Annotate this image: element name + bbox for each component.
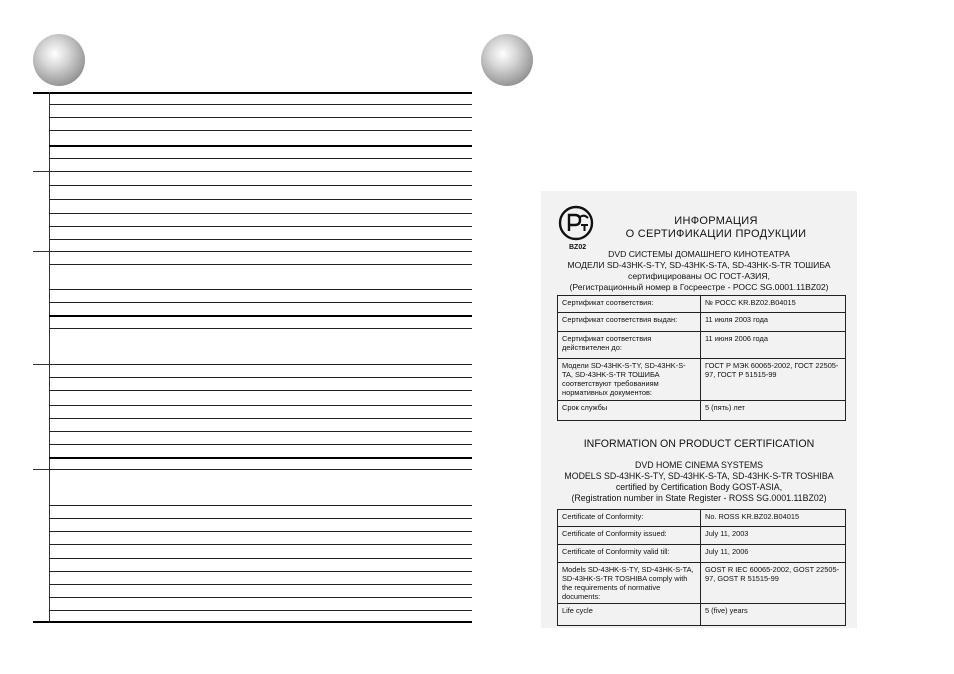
table-cell-value: 5 (пять) лет <box>701 401 846 421</box>
ru-description-line: сертифицированы ОС ГОСТ-АЗИЯ, <box>628 271 770 281</box>
left-page-empty-table <box>33 92 472 623</box>
table-cell-label: Models SD-43HK-S-TY, SD-43HK-S-TA, SD-43HK-S-TR TOSHIBA comply with the requirements of normative documents: <box>558 563 701 604</box>
table-row-rule <box>49 158 472 159</box>
ru-description-line: МОДЕЛИ SD-43HK-S-TY, SD-43HK-S-TA, SD-43HK-S-TR ТОШИБА <box>567 260 831 270</box>
en-description-line: certified by Certification Body GOST-ASIA, <box>615 482 783 492</box>
en-product-description <box>541 460 857 504</box>
table-top-rule <box>33 92 472 94</box>
certification-body-code: BZ02 <box>569 244 587 251</box>
table-row-rule <box>49 377 472 378</box>
table-row-rule <box>49 418 472 419</box>
section-divider <box>33 251 49 252</box>
table-row-rule <box>49 364 472 365</box>
table-row-rule <box>49 213 472 214</box>
en-description-line: MODELS SD-43HK-S-TY, SD-43HK-S-TA, SD-43HK-S-TR TOSHIBA <box>564 471 834 481</box>
table-row-rule <box>49 405 472 406</box>
ru-product-description <box>541 249 857 293</box>
table-row <box>558 545 846 563</box>
table-bottom-rule <box>33 621 472 623</box>
table-row-rule <box>49 171 472 172</box>
table-row-rule <box>49 145 472 147</box>
table-cell-value: 5 (five) years <box>701 604 846 626</box>
table-row <box>558 296 846 313</box>
ru-certificate-table <box>557 295 846 421</box>
table-row-rule <box>49 531 472 532</box>
ru-description-line: DVD СИСТЕМЫ ДОМАШНЕГО КИНОТЕАТРА <box>608 249 790 259</box>
table-row-rule <box>49 199 472 200</box>
table-cell-value: № РОСС KR.BZ02.B04015 <box>701 296 846 313</box>
table-row-rule <box>49 518 472 519</box>
left-page-sphere-icon <box>33 34 85 86</box>
section-divider <box>33 171 49 172</box>
ru-heading <box>601 215 831 241</box>
table-row-rule <box>49 444 472 445</box>
table-row-rule <box>49 597 472 598</box>
table-cell-label: Life cycle <box>558 604 701 626</box>
table-cell-label: Срок службы <box>558 401 701 421</box>
table-row-rule <box>49 469 472 470</box>
table-cell-value: No. ROSS KR.BZ02.B04015 <box>701 510 846 527</box>
table-cell-value: July 11, 2003 <box>701 527 846 545</box>
ru-heading-line: О СЕРТИФИКАЦИИ ПРОДУКЦИИ <box>625 228 807 240</box>
table-row-rule <box>49 117 472 118</box>
table-row-rule <box>49 226 472 227</box>
table-row <box>558 401 846 421</box>
en-description-line: DVD HOME CINEMA SYSTEMS <box>634 460 764 470</box>
table-row-rule <box>49 130 472 131</box>
table-row-rule <box>49 315 472 317</box>
table-row-rule <box>49 558 472 559</box>
table-row-rule <box>49 302 472 303</box>
table-row-rule <box>49 251 472 252</box>
pct-certification-logo-icon <box>558 205 594 241</box>
table-row <box>558 313 846 332</box>
table-row-rule <box>49 264 472 265</box>
table-row <box>558 510 846 527</box>
table-row <box>558 527 846 545</box>
table-row-rule <box>49 610 472 611</box>
section-divider <box>33 469 49 470</box>
table-cell-value: 11 июля 2003 года <box>701 313 846 332</box>
en-description-line: (Registration number in State Register - ROSS SG.0001.11BZ02) <box>571 493 827 503</box>
table-row-rule <box>49 571 472 572</box>
table-row-rule <box>49 544 472 545</box>
table-cell-label: Сертификат соответствия действителен до: <box>558 332 701 359</box>
table-row <box>558 359 846 401</box>
ru-heading-line: ИНФОРМАЦИЯ <box>674 215 758 227</box>
table-row-rule <box>49 390 472 391</box>
table-row <box>558 604 846 626</box>
table-row-rule <box>49 289 472 290</box>
table-row-rule <box>49 328 472 329</box>
table-cell-value: ГОСТ Р МЭК 60065-2002, ГОСТ 22505-97, ГОСТ Р 51515-99 <box>701 359 846 401</box>
table-cell-value: July 11, 2006 <box>701 545 846 563</box>
table-row <box>558 563 846 604</box>
table-row <box>558 332 846 359</box>
table-cell-label: Сертификат соответствия выдан: <box>558 313 701 332</box>
table-row-rule <box>49 239 472 240</box>
table-cell-label: Certificate of Conformity issued: <box>558 527 701 545</box>
table-cell-label: Certificate of Conformity: <box>558 510 701 527</box>
table-cell-label: Модели SD-43HK-S-TY, SD-43HK-S-TA, SD-43HK-S-TR ТОШИБА соответствуют требованиям нормативных документов: <box>558 359 701 401</box>
certification-info-card <box>541 191 857 628</box>
table-cell-label: Certificate of Conformity valid till: <box>558 545 701 563</box>
table-row-rule <box>49 104 472 105</box>
table-row-rule <box>49 185 472 186</box>
table-row-rule <box>49 505 472 506</box>
ru-description-line: (Регистрационный номер в Госреестре - РОСС SG.0001.11BZ02) <box>569 282 829 292</box>
section-divider <box>33 364 49 365</box>
table-row-rule <box>49 584 472 585</box>
table-row-rule <box>49 457 472 459</box>
en-heading: INFORMATION ON PRODUCT CERTIFICATION <box>583 438 815 450</box>
table-row-rule <box>49 431 472 432</box>
table-cell-value: GOST R IEC 60065-2002, GOST 22505-97, GOST R 51515-99 <box>701 563 846 604</box>
table-cell-value: 11 июня 2006 года <box>701 332 846 359</box>
right-page-sphere-icon <box>481 34 533 86</box>
table-cell-label: Сертификат соответствия: <box>558 296 701 313</box>
en-certificate-table <box>557 509 846 626</box>
